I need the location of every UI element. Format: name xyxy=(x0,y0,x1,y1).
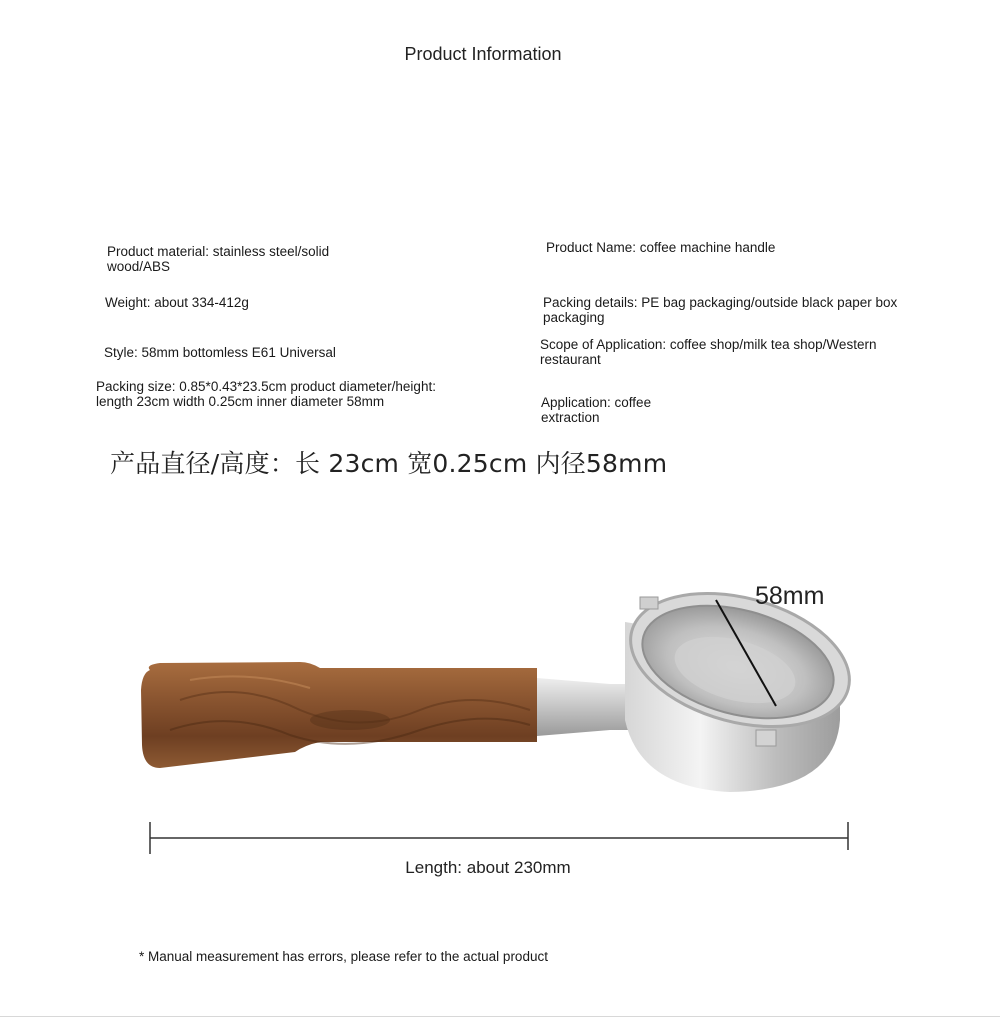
spec-weight: Weight: about 334-412g xyxy=(105,295,249,310)
length-label: Length: about 230mm xyxy=(405,858,571,877)
spec-style: Style: 58mm bottomless E61 Universal xyxy=(104,345,336,360)
diameter-label: 58mm xyxy=(755,582,825,610)
chinese-dimensions: 产品直径/高度：长 23cm 宽0.25cm 内径58mm xyxy=(110,449,668,478)
bottom-divider xyxy=(0,1016,1000,1017)
spec-application: Application: coffee extraction xyxy=(541,395,652,425)
portafilter-illustration xyxy=(0,560,1000,860)
steel-neck xyxy=(537,678,632,736)
measurement-note: * Manual measurement has errors, please refer to the actual product xyxy=(139,949,548,964)
spec-scope: Scope of Application: coffee shop/milk tea shop/Western restaurant xyxy=(540,337,877,367)
spec-product-name: Product Name: coffee machine handle xyxy=(546,240,776,255)
spec-packing-details: Packing details: PE bag packaging/outside black paper box packaging xyxy=(543,295,898,325)
page-title: Product Information xyxy=(404,44,562,64)
spec-material: Product material: stainless steel/solid wood/ABS xyxy=(107,244,330,274)
spec-packing-size: Packing size: 0.85*0.43*23.5cm product diameter/height: length 23cm width 0.25cm inner diameter 58mm xyxy=(96,379,436,409)
